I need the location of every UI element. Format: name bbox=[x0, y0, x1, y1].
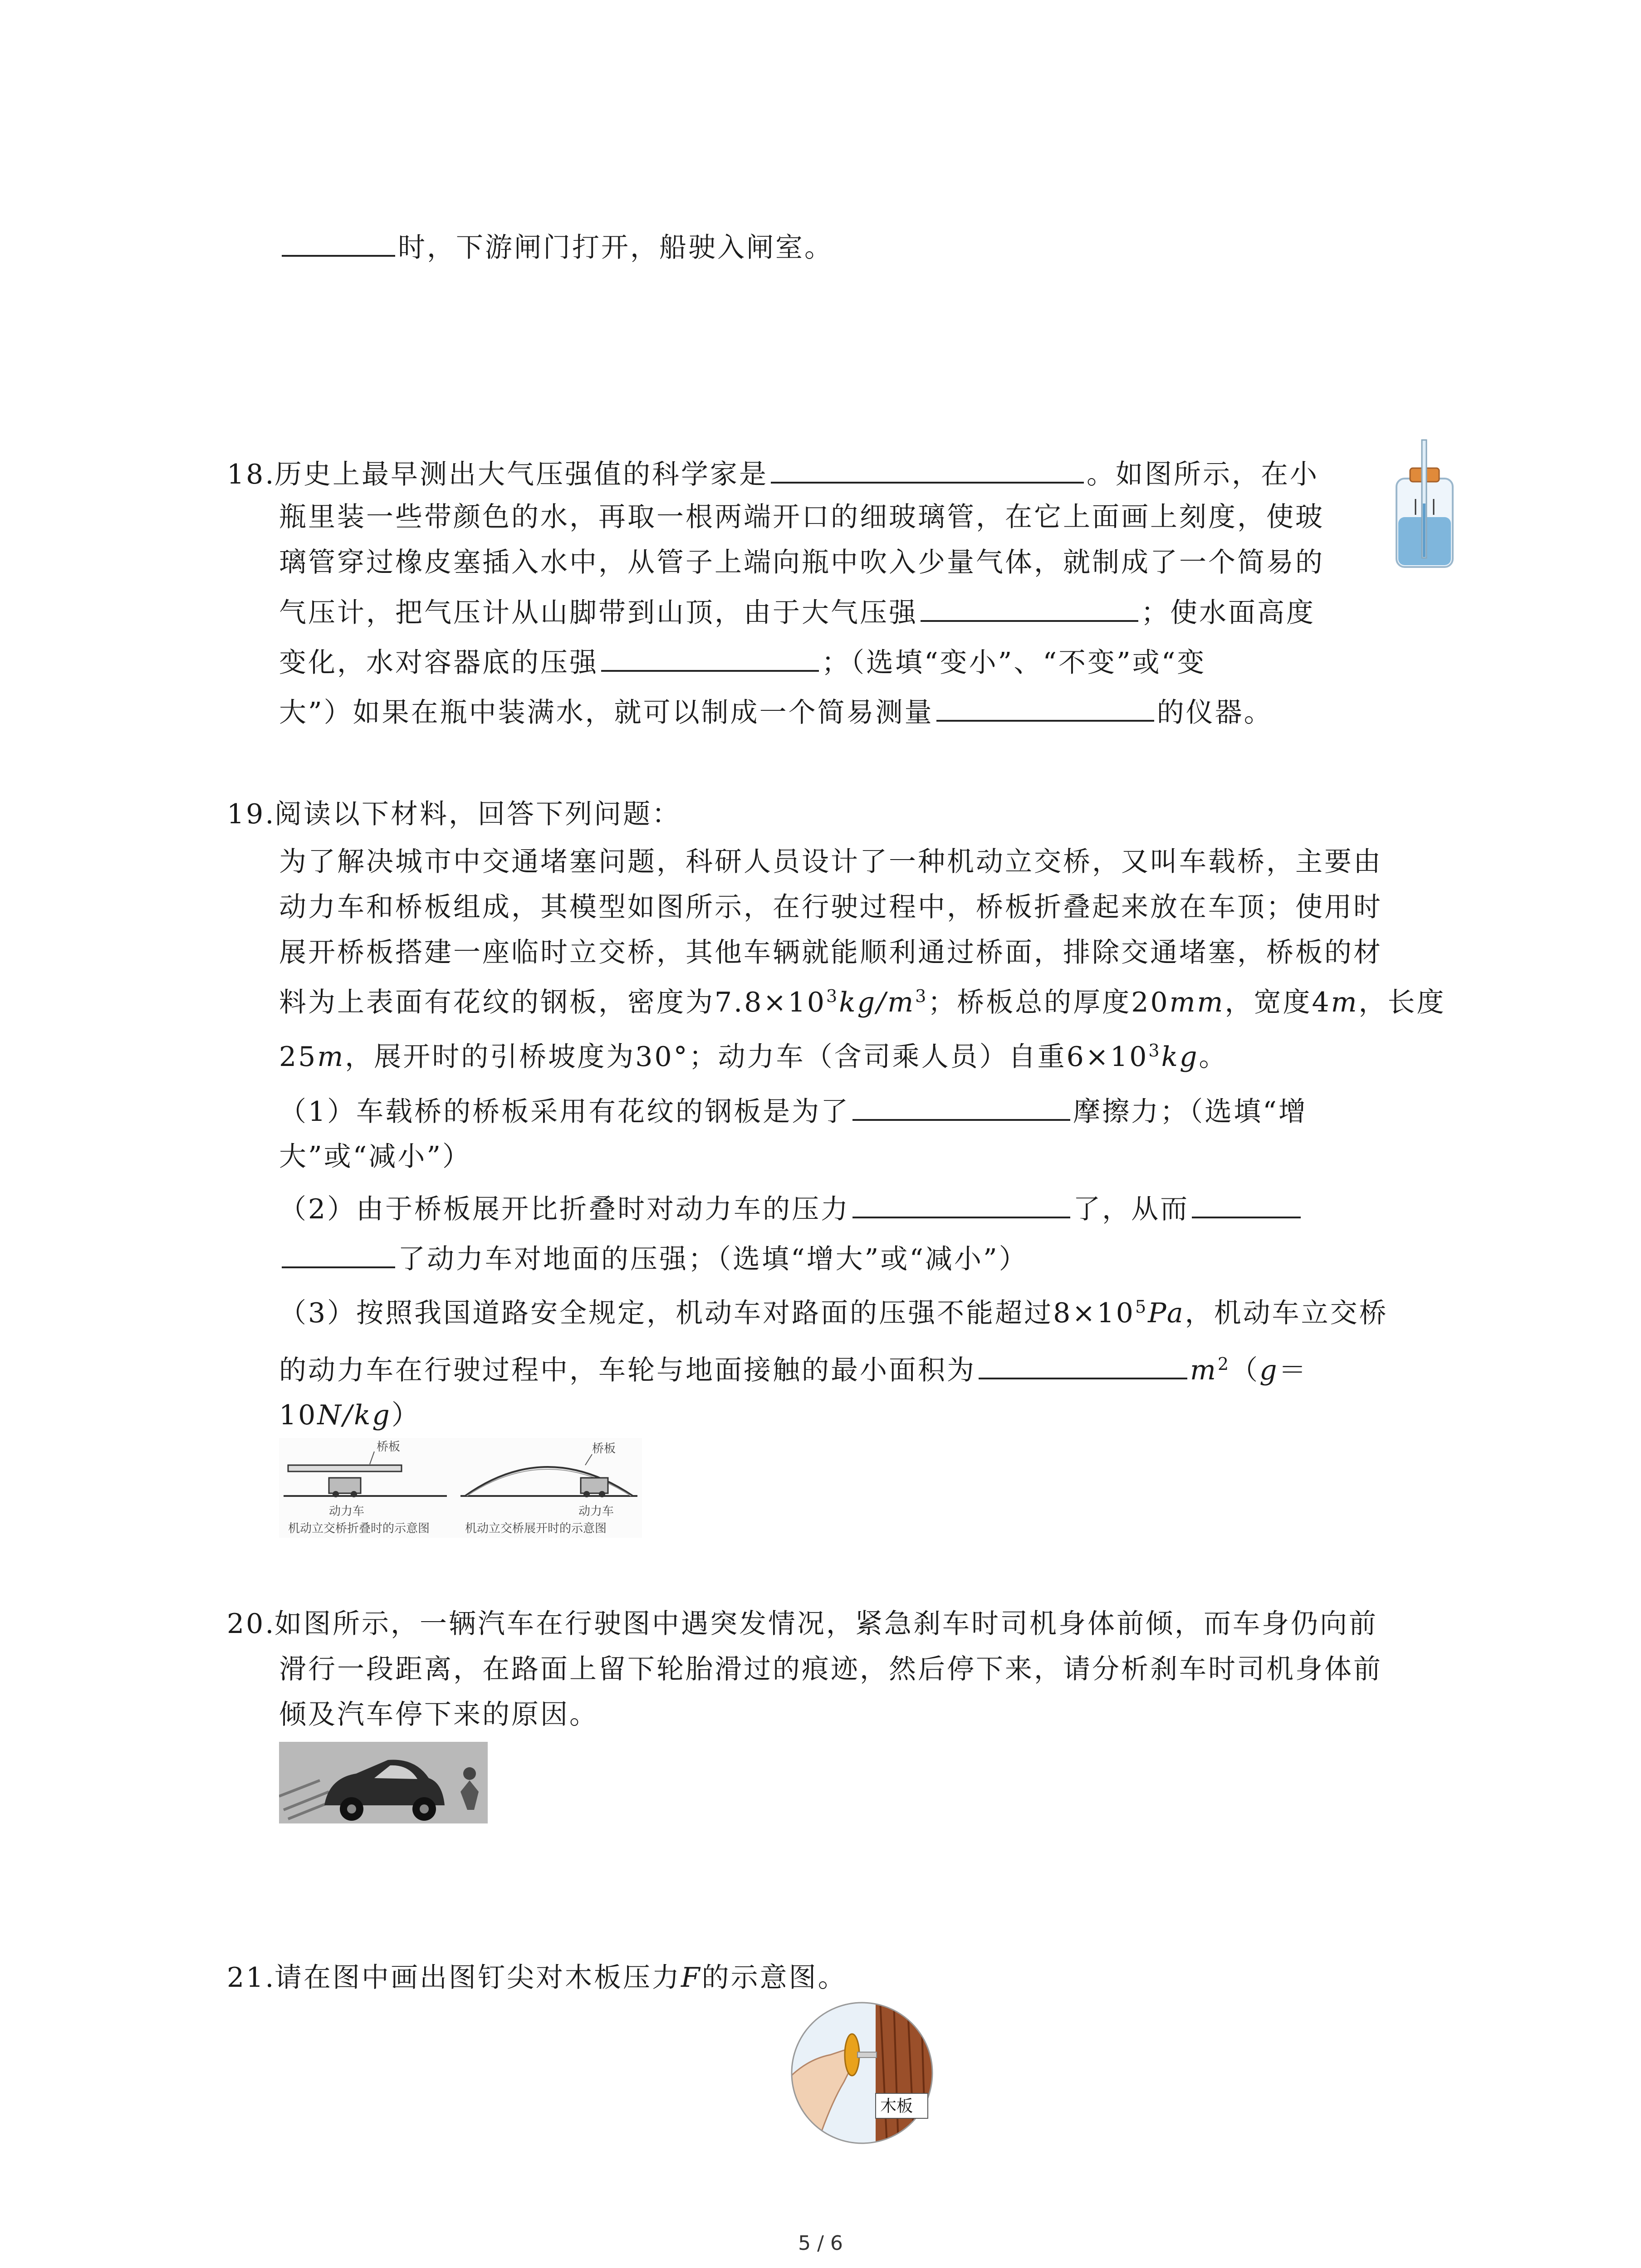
answer-blank[interactable] bbox=[921, 592, 1138, 622]
text: ，展开时的引桥坡度为30°；动力车（含司乘人员）自重6×10 bbox=[345, 1041, 1149, 1073]
answer-blank[interactable] bbox=[852, 1188, 1070, 1218]
exponent: 3 bbox=[826, 986, 839, 1006]
q20-line-1 bbox=[227, 1606, 1378, 1642]
text: ；桥板总的厚度20 bbox=[928, 987, 1170, 1018]
exponent: 3 bbox=[915, 986, 928, 1006]
text: 的仪器。 bbox=[1156, 697, 1273, 728]
q19-line-1 bbox=[227, 796, 681, 832]
text: ，机动车立交桥 bbox=[1185, 1297, 1388, 1329]
unit: m bbox=[317, 1041, 345, 1073]
text: 气压计，把气压计从山脚带到山顶，由于大气压强 bbox=[279, 597, 918, 629]
variable: F bbox=[681, 1962, 702, 1994]
q20-line-2: 滑行一段距离，在路面上留下轮胎滑过的痕迹，然后停下来，请分析刹车时司机身体前 bbox=[279, 1653, 1382, 1685]
q19-part1-line-2: 大”或“减小”） bbox=[279, 1141, 472, 1173]
exponent: 3 bbox=[1148, 1041, 1161, 1061]
text: 料为上表面有花纹的钢板，密度为7.8×10 bbox=[279, 987, 827, 1018]
caption-folded: 机动立交桥折叠时的示意图 bbox=[288, 1522, 430, 1535]
bridge-label: 桥板 bbox=[592, 1442, 616, 1456]
q19-line-5 bbox=[279, 984, 1446, 1021]
q18-line-6 bbox=[279, 692, 1273, 731]
q18-line-3: 璃管穿过橡皮塞插入水中，从管子上端向瓶中吹入少量气体，就制成了一个简易的 bbox=[279, 547, 1324, 578]
q19-line-2: 为了解决城市中交通堵塞问题，科研人员设计了一种机动立交桥，又叫车载桥，主要由 bbox=[279, 846, 1382, 878]
text: （1）车载桥的桥板采用有花纹的钢板是为了 bbox=[279, 1096, 850, 1128]
barometer-bottle-figure bbox=[1388, 435, 1461, 572]
bridge-label: 桥板 bbox=[377, 1440, 401, 1454]
q19-line-6 bbox=[279, 1039, 1228, 1075]
q19-part3-line-3 bbox=[279, 1397, 421, 1433]
text: 历史上最早测出大气压强值的科学家是 bbox=[274, 459, 768, 490]
variable: g bbox=[1259, 1354, 1279, 1386]
text: （2）由于桥板展开比折叠时对动力车的压力 bbox=[279, 1193, 850, 1225]
unit: m bbox=[1190, 1354, 1218, 1386]
question-number: 19. bbox=[227, 798, 276, 830]
unit: kg/m bbox=[839, 987, 916, 1018]
answer-blank[interactable] bbox=[771, 454, 1084, 484]
text: 如图所示，一辆汽车在行驶图中遇突发情况，紧急刹车时司机身体前倾，而车身仍向前 bbox=[274, 1608, 1378, 1640]
car-label: 动力车 bbox=[329, 1505, 365, 1518]
thumbtack-board-figure bbox=[789, 2000, 935, 2146]
text: 。如图所示，在小 bbox=[1087, 459, 1319, 490]
text: ；使水面高度 bbox=[1141, 597, 1315, 629]
q19-line-3: 动力车和桥板组成，其模型如图所示，在行驶过程中，桥板折叠起来放在车顶；使用时 bbox=[279, 891, 1382, 923]
exponent: 5 bbox=[1135, 1297, 1148, 1317]
text: ，长度 bbox=[1358, 987, 1446, 1018]
q21-line-1 bbox=[227, 1960, 847, 1996]
text: ＝ bbox=[1279, 1354, 1308, 1386]
question-number: 18. bbox=[227, 459, 276, 490]
text: 了，从而 bbox=[1073, 1193, 1190, 1225]
q18-line-1 bbox=[227, 454, 1319, 493]
text: （3）按照我国道路安全规定，机动车对路面的压强不能超过8×10 bbox=[279, 1297, 1135, 1329]
text: 的示意图。 bbox=[701, 1962, 847, 1994]
q20-line-3: 倾及汽车停下来的原因。 bbox=[279, 1699, 598, 1730]
q19-part2-line-2 bbox=[279, 1238, 1028, 1277]
page-number: 5 / 6 bbox=[798, 2232, 843, 2255]
answer-blank[interactable] bbox=[936, 692, 1154, 722]
text: 阅读以下材料，回答下列问题： bbox=[274, 798, 681, 830]
q18-line-5 bbox=[279, 642, 1206, 681]
answer-blank[interactable] bbox=[601, 642, 819, 672]
answer-blank[interactable] bbox=[1192, 1188, 1301, 1218]
text: 摩擦力；（选填“增 bbox=[1073, 1096, 1308, 1128]
q18-line-4 bbox=[279, 592, 1315, 631]
text: ；（选填“变小”、“不变”或“变 bbox=[822, 647, 1206, 679]
question-number: 20. bbox=[227, 1608, 276, 1640]
text: 的动力车在行驶过程中，车轮与地面接触的最小面积为 bbox=[279, 1354, 976, 1386]
text: 大”）如果在瓶中装满水，就可以制成一个简易测量 bbox=[279, 697, 934, 728]
unit: m bbox=[1331, 987, 1359, 1018]
text: 10 bbox=[279, 1399, 318, 1431]
answer-blank[interactable] bbox=[979, 1349, 1187, 1379]
answer-blank[interactable] bbox=[282, 227, 395, 257]
text: ，宽度4 bbox=[1225, 987, 1331, 1018]
q17-tail-line bbox=[279, 227, 833, 266]
car-label: 动力车 bbox=[578, 1505, 614, 1518]
text: 了动力车对地面的压强；（选填“增大”或“减小”） bbox=[398, 1243, 1028, 1275]
q18-line-2: 瓶里装一些带颜色的水，再取一根两端开口的细玻璃管，在它上面画上刻度，使玻 bbox=[279, 501, 1324, 533]
caption-unfolded: 机动立交桥展开时的示意图 bbox=[465, 1522, 607, 1535]
unit: mm bbox=[1169, 987, 1225, 1018]
answer-blank[interactable] bbox=[282, 1238, 395, 1268]
q19-part3-line-1 bbox=[279, 1295, 1388, 1331]
text: 。 bbox=[1199, 1041, 1228, 1073]
exponent: 2 bbox=[1217, 1354, 1231, 1374]
text: 变化，水对容器底的压强 bbox=[279, 647, 598, 679]
answer-blank[interactable] bbox=[852, 1091, 1070, 1121]
q19-line-4: 展开桥板搭建一座临时立交桥，其他车辆就能顺利通过桥面，排除交通堵塞，桥板的材 bbox=[279, 937, 1382, 968]
unit: kg bbox=[1161, 1041, 1199, 1073]
bridge-diagram-figure bbox=[279, 1438, 642, 1538]
text: （ bbox=[1230, 1354, 1260, 1386]
car-braking-figure bbox=[279, 1742, 488, 1823]
q19-part2-line-1 bbox=[279, 1188, 1303, 1227]
q19-part3-line-2 bbox=[279, 1349, 1308, 1388]
text: 时，下游闸门打开，船驶入闸室。 bbox=[398, 232, 833, 264]
unit: N/kg bbox=[317, 1399, 392, 1431]
text: 请在图中画出图钉尖对木板压力 bbox=[274, 1962, 681, 1994]
unit: Pa bbox=[1148, 1297, 1185, 1329]
q19-part1-line-1 bbox=[279, 1091, 1308, 1130]
board-label: 木板 bbox=[880, 2097, 913, 2116]
text: 25 bbox=[279, 1041, 318, 1073]
text: ） bbox=[391, 1399, 421, 1431]
question-number: 21. bbox=[227, 1962, 276, 1994]
